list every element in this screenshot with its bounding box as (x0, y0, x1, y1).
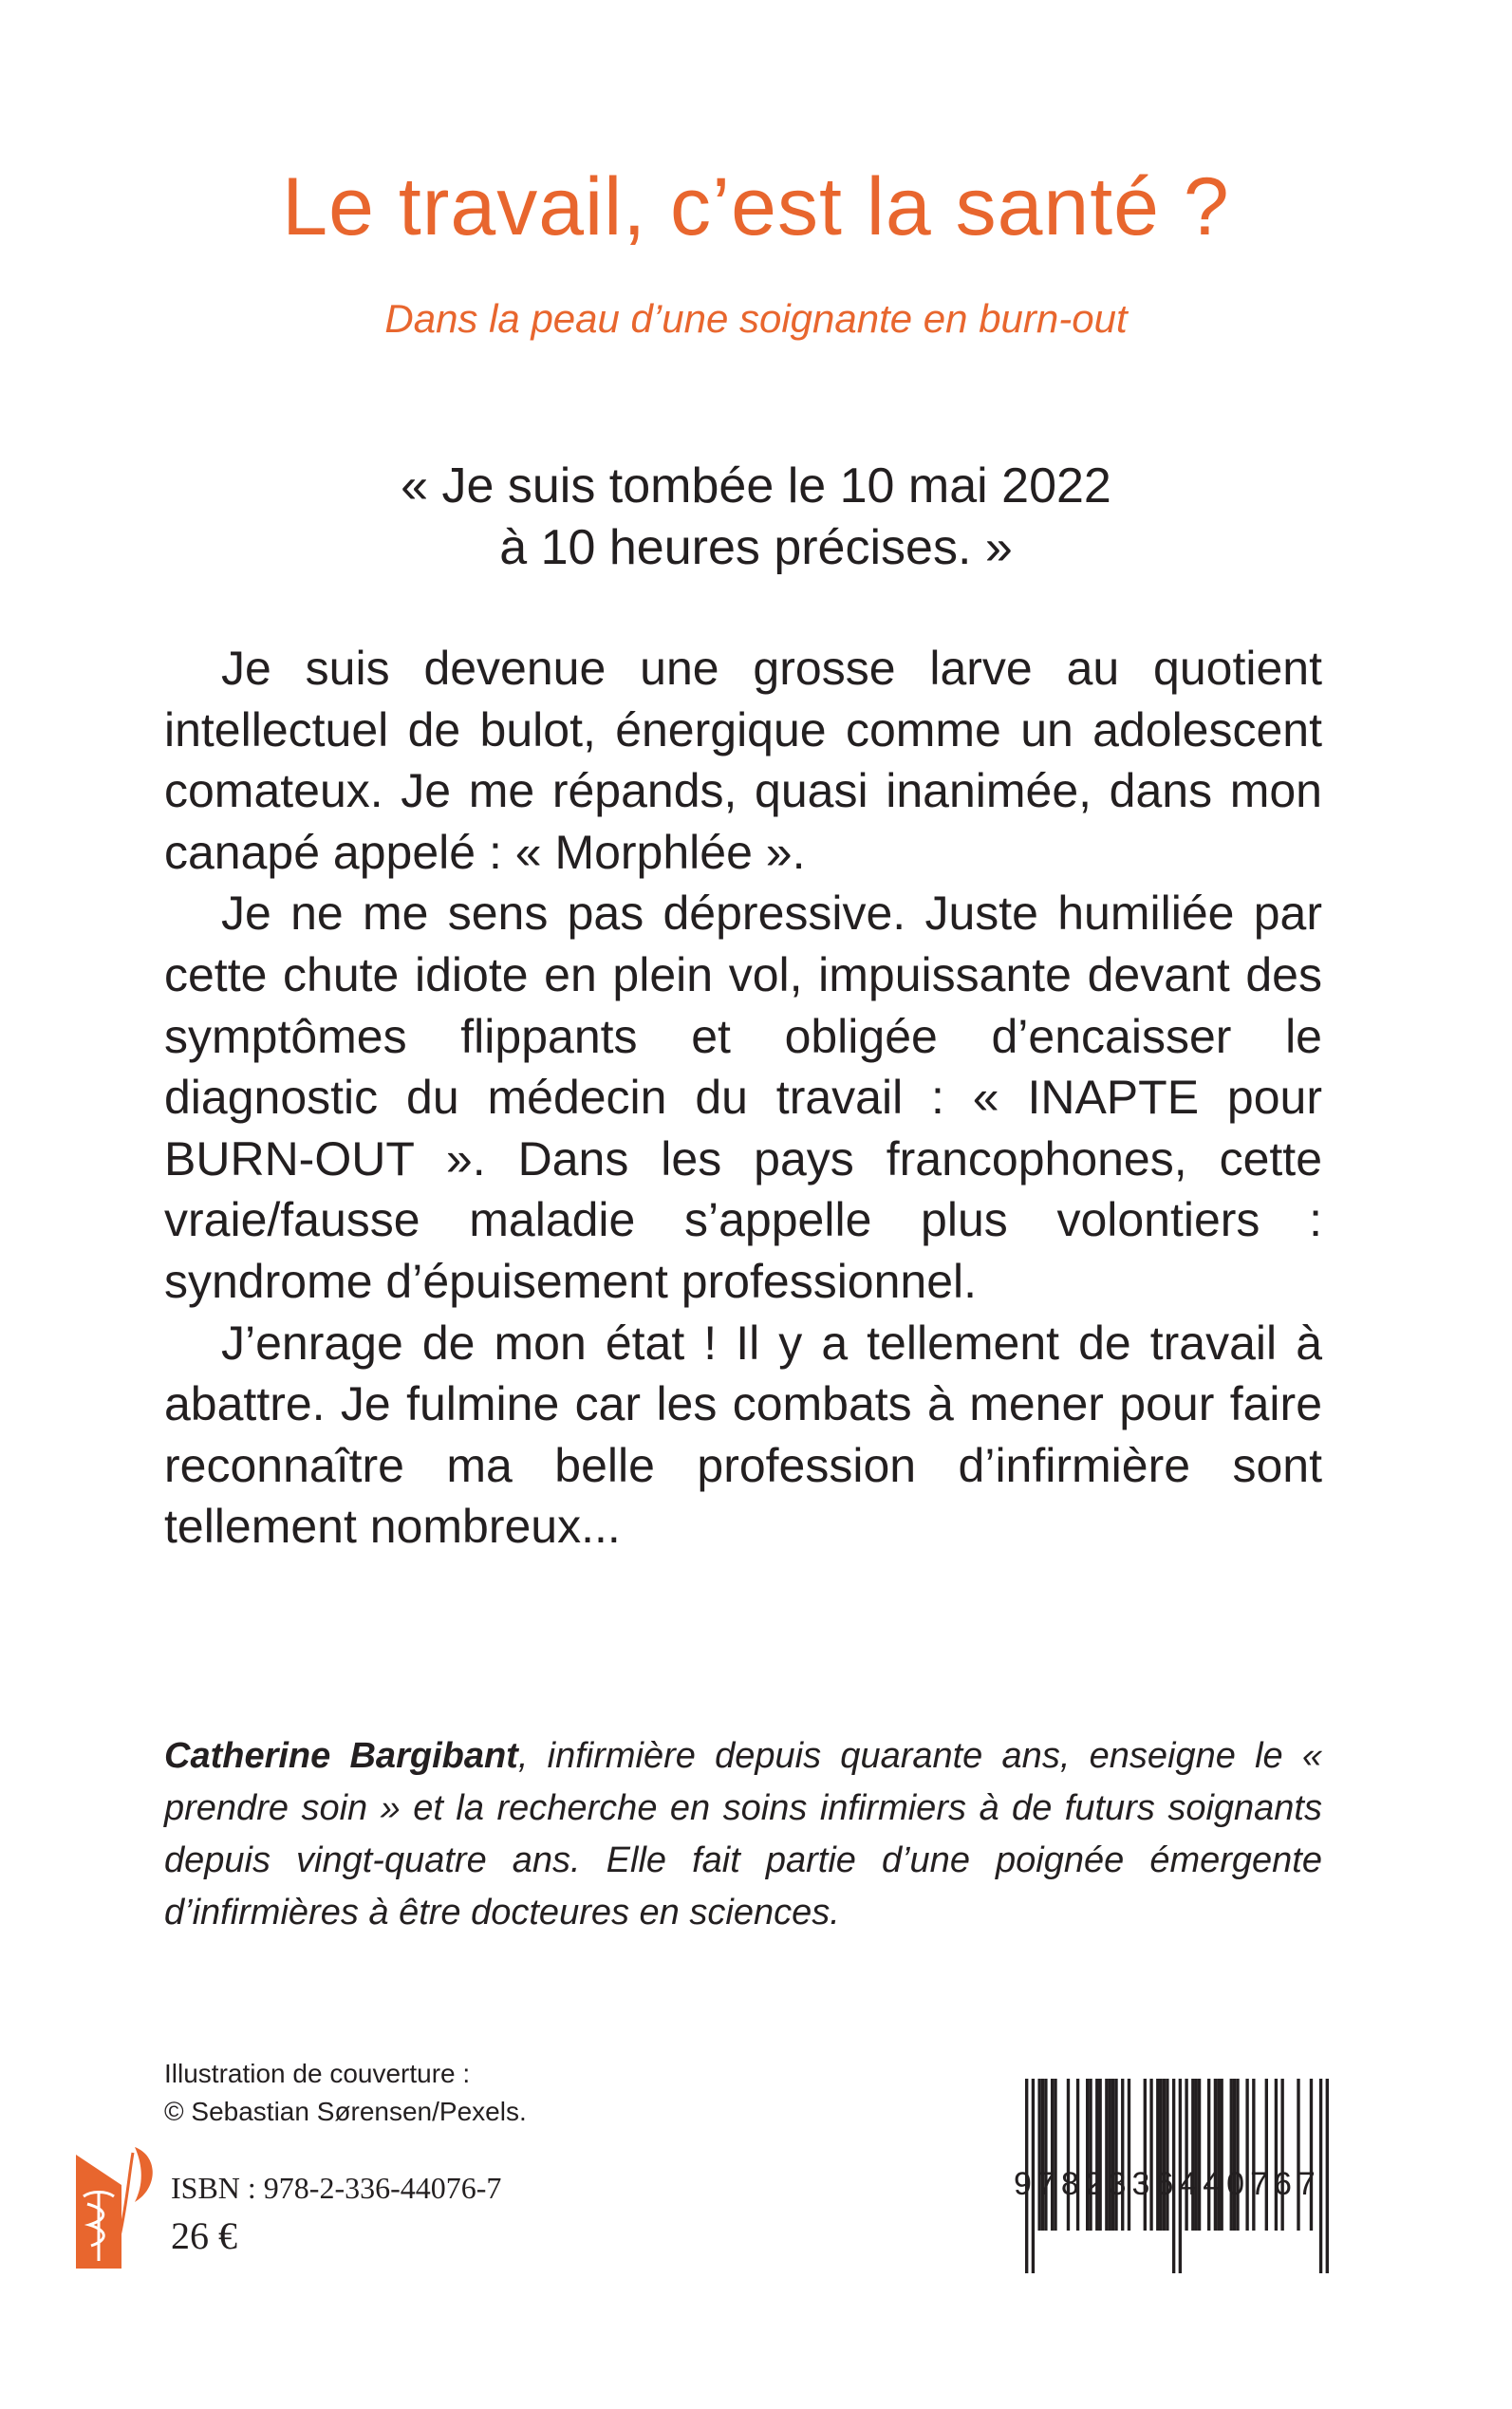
barcode-bar (1128, 2079, 1130, 2231)
barcode-bar (1044, 2079, 1047, 2231)
isbn-number: ISBN : 978-2-336-44076-7 (171, 2171, 502, 2205)
barcode-bar (1114, 2079, 1117, 2231)
barcode-bar (1095, 2079, 1098, 2231)
barcode-bar (1051, 2079, 1054, 2231)
barcode-bar (1163, 2079, 1166, 2231)
barcode-bar (1067, 2079, 1070, 2231)
barcode-bar (1207, 2079, 1210, 2231)
barcode-bar (1086, 2079, 1089, 2231)
barcode-bar (1109, 2079, 1111, 2231)
barcode-bar (1217, 2079, 1220, 2231)
publisher-logo-icon (76, 2145, 161, 2269)
barcode-bar (1252, 2079, 1255, 2231)
barcode-bar (1076, 2079, 1079, 2231)
barcode-bar (1220, 2079, 1223, 2231)
quote-line-2: à 10 heures précises. » (499, 520, 1013, 575)
barcode-bar (1037, 2079, 1040, 2231)
barcode-digits: 9782336440767 (1014, 2166, 1321, 2202)
barcode-bar (1245, 2079, 1248, 2231)
barcode-bar (1310, 2079, 1313, 2231)
barcode-bar (1098, 2079, 1101, 2231)
opening-quote (0, 456, 1512, 579)
barcode-bar (1297, 2079, 1299, 2231)
price: 26 € (171, 2214, 237, 2257)
author-name: Catherine Bargibant (164, 1736, 518, 1776)
barcode-bar (1191, 2079, 1194, 2231)
barcode-bar (1185, 2079, 1187, 2231)
barcode-bar (1111, 2079, 1114, 2231)
barcode-bar (1214, 2079, 1217, 2231)
barcode-bar (1149, 2079, 1152, 2231)
barcode-bar (1089, 2079, 1092, 2231)
cover-credit-line-2: © Sebastian Sørensen/Pexels. (164, 2097, 527, 2126)
quote-line-1: « Je suis tombée le 10 mai 2022 (401, 458, 1111, 514)
blurb-paragraph-3: J’enrage de mon état ! Il y a tellement de travail à abattre. Je fulmine car les combats à mener pour faire reconnaître ma belle profession d’infirmière sont tellement nombreux... (164, 1316, 1322, 1554)
barcode-bar (1233, 2079, 1236, 2231)
cover-credit (164, 2055, 527, 2131)
barcode-bar (1144, 2079, 1147, 2231)
barcode-bar (1265, 2079, 1268, 2231)
barcode-bar (1195, 2079, 1198, 2231)
blurb-paragraph-1: Je suis devenue une grosse larve au quotient intellectuel de bulot, énergique comme un adolescent comateux. Je me répands, quasi inanimée, dans mon canapé appelé : « Morphlée ». (164, 642, 1322, 879)
barcode-bar (1275, 2079, 1278, 2231)
blurb-paragraph-2: Je ne me sens pas dépressive. Juste humiliée par cette chute idiote en plein vol, impuissante devant des symptômes flippants et obligée d’encaisser le diagnostic du médecin du travail : « INAPTE pour BURN-OUT ». Dans les pays francophones, cette vraie/fausse maladie s’appelle plus volontiers : syndrome d’épuisement professionnel. (164, 887, 1322, 1308)
barcode-bar (1280, 2079, 1283, 2231)
book-title: Le travail, c’est la santé ? (282, 161, 1230, 252)
cover-credit-line-1: Illustration de couverture : (164, 2059, 471, 2088)
blurb-text (164, 638, 1322, 1558)
barcode-bar (1230, 2079, 1233, 2231)
author-bio (164, 1730, 1322, 1939)
barcode-bar (1041, 2079, 1044, 2231)
barcode-bar (1156, 2079, 1159, 2231)
barcode-bar (1166, 2079, 1168, 2231)
barcode-bar (1054, 2079, 1056, 2231)
book-subtitle: Dans la peau d’une soignante en burn-out (384, 296, 1128, 341)
barcode-bar (1236, 2079, 1239, 2231)
barcode-bar (1159, 2079, 1162, 2231)
barcode-bar (1121, 2079, 1124, 2231)
author-bio-text: , infirmière depuis quarante ans, enseigne le « prendre soin » et la recherche en soins infirmiers à de futurs soignants depuis vingt-quatre ans. Elle fait partie d’une poignée émergente d’infirmières à être docteures en sciences. (164, 1736, 1323, 1933)
barcode-bar (1105, 2079, 1108, 2231)
barcode-bar (1198, 2079, 1201, 2231)
